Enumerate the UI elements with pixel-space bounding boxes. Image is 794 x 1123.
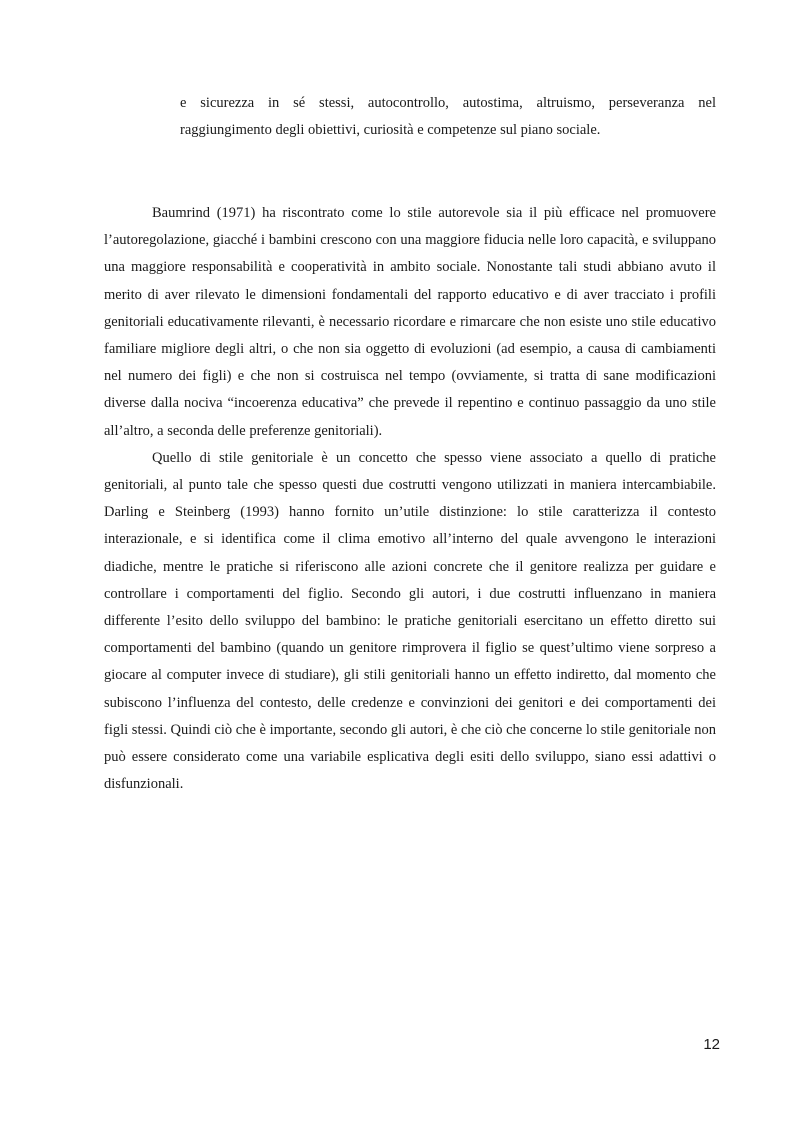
body-text <box>104 200 716 798</box>
continued-indented-paragraph: e sicurezza in sé stessi, autocontrollo, autostima, altruismo, perseveranza nel raggiungimento degli obiettivi, curiosità e competenze sul piano sociale. <box>180 95 716 138</box>
page-number: 12 <box>703 1036 720 1053</box>
paragraph-baumrind: Baumrind (1971) ha riscontrato come lo stile autorevole sia il più efficace nel promuovere l’autoregolazione, giacché i bambini crescono con una maggiore fiducia nelle loro capacità, e sviluppano una maggiore responsabilità e cooperatività in ambito sociale. Nonostante tali studi abbiano avuto il merito di aver rilevato le dimensioni fondamentali del rapporto educativo e di aver tracciato i profili genitoriali educativamente rilevanti, è necessario ricordare e rimarcare che non esiste uno stile educativo familiare migliore degli altri, o che non sia oggetto di evoluzioni (ad esempio, a causa di cambiamenti nel numero dei figli) e che non si costruisca nel tempo (ovviamente, si tratta di sane modificazioni diverse dalla nociva “incoerenza educativa” che prevede il repentino e continuo passaggio da uno stile all’altro, a seconda delle preferenze genitoriali). <box>104 205 716 439</box>
paragraph-stile-genitoriale: Quello di stile genitoriale è un concetto che spesso viene associato a quello di pratiche genitoriali, al punto tale che spesso questi due costrutti vengono utilizzati in maniera intercambiabile. Darling e Steinberg (1993) hanno fornito un’utile distinzione: lo stile caratterizza il contesto interazionale, e si identifica come il clima emotivo all’interno del quale avvengono le interazioni diadiche, mentre le pratiche si riferiscono alle azioni concrete che il genitore realizza per guidare e controllare i comportamenti del figlio. Secondo gli autori, i due costrutti influenzano in maniera differente l’esito dello sviluppo del bambino: le pratiche genitoriali esercitano un effetto diretto sui comportamenti del bambino (quando un genitore rimprovera il figlio se quest’ultimo viene sorpreso a giocare al computer invece di studiare), gli stili genitoriali hanno un effetto indiretto, dal momento che subiscono l’influenza del contesto, delle credenze e convinzioni dei genitori e dei comportamenti dei figli stessi. Quindi ciò che è importante, secondo gli autori, è che ciò che concerne lo stile genitoriale non può essere considerato come una variabile esplicativa degli esiti dello sviluppo, siano essi adattivi o disfunzionali. <box>104 449 716 793</box>
